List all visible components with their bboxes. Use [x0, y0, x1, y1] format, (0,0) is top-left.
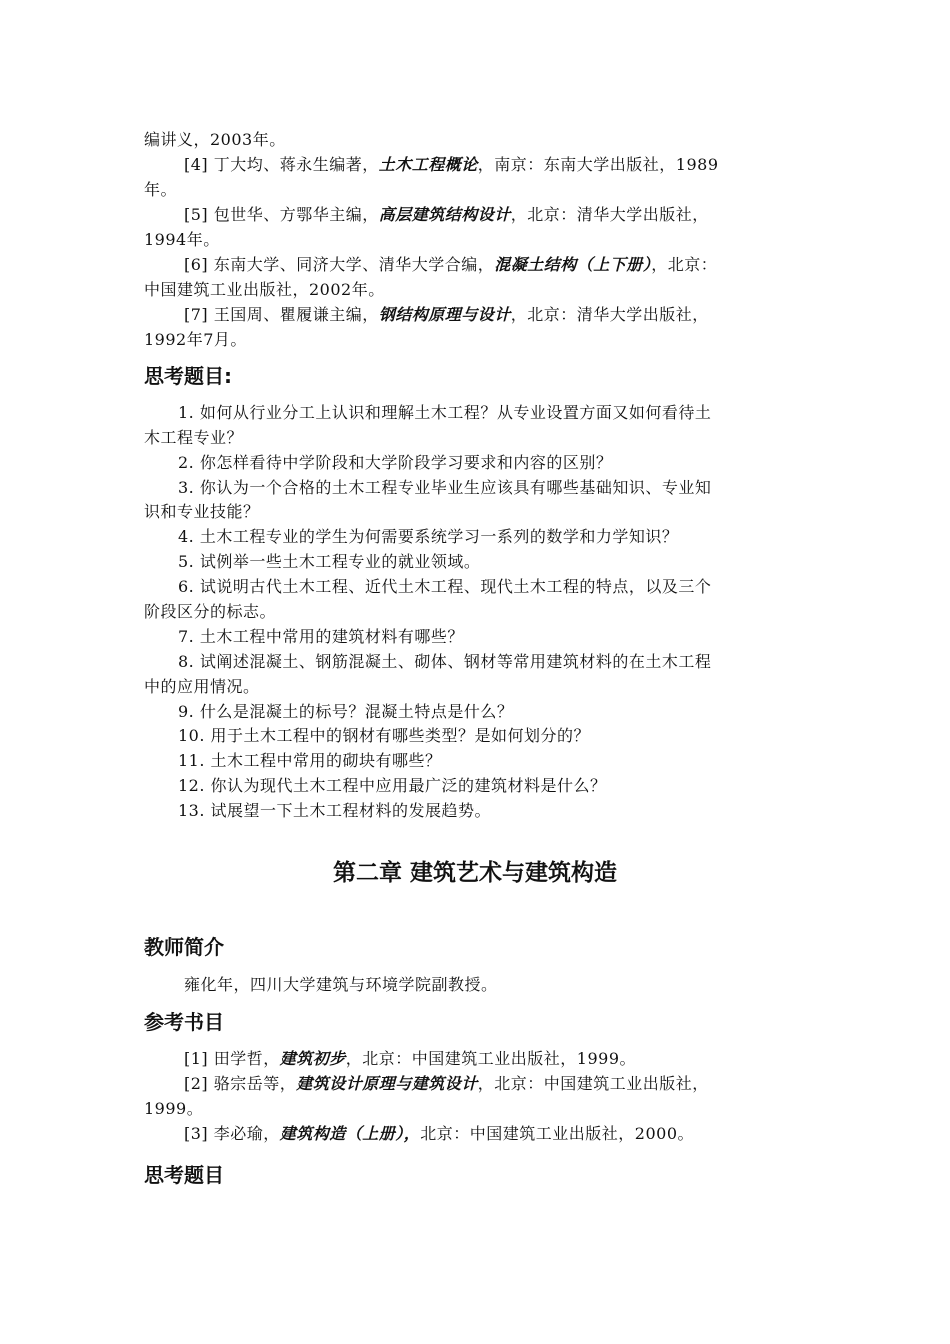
reference-title: 钢结构原理与设计	[378, 305, 511, 324]
reference-4-cont: 年。	[144, 180, 178, 199]
book-2-cont: 1999。	[144, 1099, 204, 1118]
question-11: 11. 土木工程中常用的砌块有哪些？	[178, 751, 442, 770]
question-8-cont: 中的应用情况。	[144, 677, 260, 696]
reference-title: 土木工程概论	[378, 155, 478, 174]
reference-5-cont: 1994年。	[144, 230, 220, 249]
reference-7-cont: 1992年7月。	[144, 330, 247, 349]
book-title: 建筑初步	[279, 1049, 346, 1068]
question-6-cont: 阶段区分的标志。	[144, 602, 277, 621]
book-3: [3] 李必瑜，建筑构造（上册），北京：中国建筑工业出版社，2000。	[184, 1124, 695, 1143]
question-5: 5. 试例举一些土木工程专业的就业领域。	[178, 552, 481, 571]
question-10: 10. 用于土木工程中的钢材有哪些类型？是如何划分的？	[178, 726, 591, 745]
question-3-cont: 识和专业技能？	[144, 502, 260, 521]
question-7: 7. 土木工程中常用的建筑材料有哪些？	[178, 627, 464, 646]
book-1: [1] 田学哲，建筑初步，北京：中国建筑工业出版社，1999。	[184, 1049, 637, 1068]
chapter-title: 第二章 建筑艺术与建筑构造	[332, 860, 617, 886]
questions2-heading: 思考题目	[144, 1163, 224, 1187]
teacher-heading: 教师简介	[144, 935, 224, 959]
teacher-intro: 雍化年，四川大学建筑与环境学院副教授。	[184, 975, 498, 994]
reference-title: 混凝土结构（上下册）	[494, 255, 652, 274]
reference-title: 高层建筑结构设计	[378, 205, 511, 224]
book-title: 建筑构造（上册），	[279, 1124, 421, 1143]
question-12: 12. 你认为现代土木工程中应用最广泛的建筑材料是什么？	[178, 776, 607, 795]
book-2: [2] 骆宗岳等，建筑设计原理与建筑设计，北京：中国建筑工业出版社，	[184, 1074, 709, 1093]
question-2: 2. 你怎样看待中学阶段和大学阶段学习要求和内容的区别？	[178, 453, 613, 472]
question-9: 9. 什么是混凝土的标号？混凝土特点是什么？	[178, 702, 514, 721]
reference-5: [5] 包世华、方鄂华主编，高层建筑结构设计，北京：清华大学出版社，	[184, 205, 709, 224]
question-4: 4. 土木工程专业的学生为何需要系统学习一系列的数学和力学知识？	[178, 527, 679, 546]
reference-6: [6] 东南大学、同济大学、清华大学合编，混凝土结构（上下册），北京：	[184, 255, 718, 274]
question-6: 6. 试说明古代土木工程、近代土木工程、现代土木工程的特点，以及三个	[178, 577, 712, 596]
book-title: 建筑设计原理与建筑设计	[296, 1074, 478, 1093]
question-1-cont: 木工程专业？	[144, 428, 244, 447]
questions-heading: 思考题目:	[144, 364, 232, 388]
reference-4: [4] 丁大均、蒋永生编著，土木工程概论，南京：东南大学出版社，1989	[184, 155, 719, 174]
question-8: 8. 试阐述混凝土、钢筋混凝土、砌体、钢材等常用建筑材料的在土木工程	[178, 652, 712, 671]
question-13: 13. 试展望一下土木工程材料的发展趋势。	[178, 801, 492, 820]
reference-7: [7] 王国周、瞿履谦主编，钢结构原理与设计，北京：清华大学出版社，	[184, 305, 709, 324]
question-1: 1. 如何从行业分工上认识和理解土木工程？从专业设置方面又如何看待土	[178, 403, 712, 422]
books-heading: 参考书目	[144, 1010, 224, 1034]
ref-continuation: 编讲义，2003年。	[144, 130, 286, 149]
question-3: 3. 你认为一个合格的土木工程专业毕业生应该具有哪些基础知识、专业知	[178, 478, 712, 497]
reference-6-cont: 中国建筑工业出版社，2002年。	[144, 280, 385, 299]
